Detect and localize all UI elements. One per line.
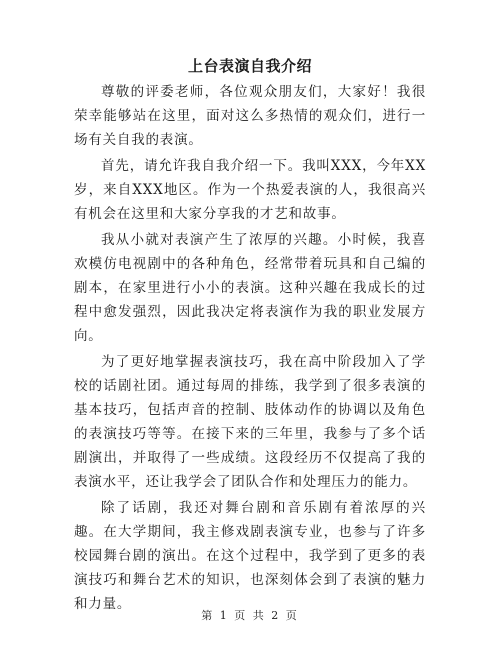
document-title: 上台表演自我介绍 [187, 57, 312, 75]
paragraph-drama-club: 为了更好地掌握表演技巧，我在高中阶段加入了学校的话剧社团。通过每周的排练，我学到了很多表演的基本技巧，包括声音的控制、肢体动作的协调以及角色的表演技巧等等。在接下来的三年里，我参与了多个话剧演出，并取得了一些成绩。这段经历不仅提高了我的表演水平，还让我学会了团队合作和处理压力的能力。 [74, 354, 426, 490]
paragraph-childhood: 我从小就对表演产生了浓厚的兴趣。小时候，我喜欢模仿电视剧中的各种角色，经常带着玩具和自己编的剧本，在家里进行小小的表演。这种兴趣在我成长的过程中愈发强烈，因此我决定将表演作为我的职业发展方向。 [74, 232, 426, 344]
paragraph-university: 除了话剧，我还对舞台剧和音乐剧有着浓厚的兴趣。在大学期间，我主修戏剧表演专业，也参与了许多校园舞台剧的演出。在这个过程中，我学到了更多的表演技巧和舞台艺术的知识，也深刻体会到了表演的魅力和力量。 [74, 500, 426, 612]
document-body [74, 80, 426, 618]
page-number-footer: 第 1 页 共 2 页 [201, 609, 299, 622]
paragraph-introduction: 首先，请允许我自我介绍一下。我叫XXX，今年XX岁，来自XXX地区。作为一个热爱表演的人，我很高兴有机会在这里和大家分享我的才艺和故事。 [74, 158, 426, 222]
paragraph-greeting: 尊敬的评委老师，各位观众朋友们，大家好！我很荣幸能够站在这里，面对这么多热情的观众们，进行一场有关自我的表演。 [74, 84, 426, 148]
